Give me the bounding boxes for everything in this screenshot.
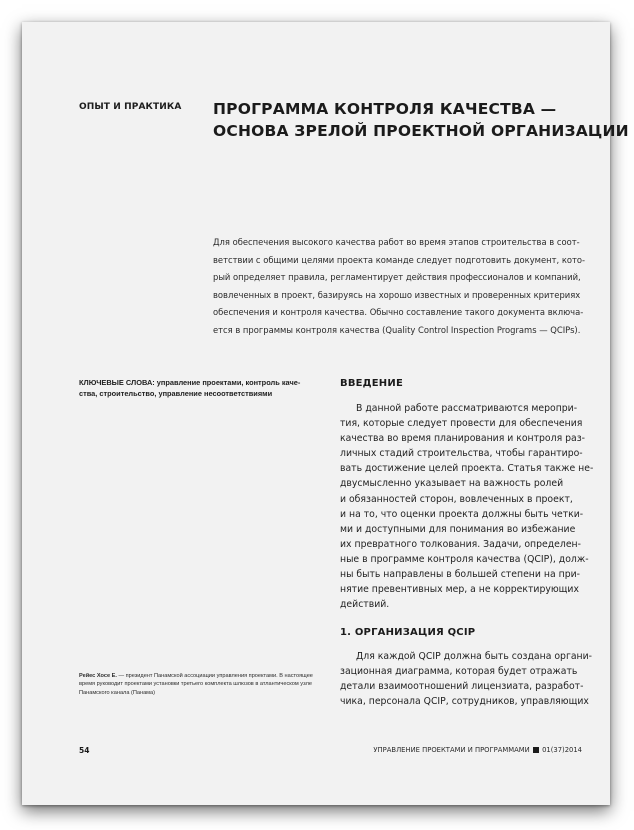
abstract-line: вовлеченных в проект, базируясь на хорошо известных и проверенных критериях <box>213 289 581 300</box>
author-name: Рейес Хосе Е. <box>79 673 117 679</box>
journal-footer <box>373 746 582 754</box>
intro-line: вать достижение целей проекта. Статья также не- <box>340 463 594 475</box>
title-line: ПРОГРАММА КОНТРОЛЯ КАЧЕСТВА — <box>213 100 557 118</box>
section-label: ОПЫТ И ПРАКТИКА <box>79 102 182 112</box>
square-bullet-icon <box>533 747 539 753</box>
intro-line: их превратного толкования. Задачи, определен- <box>340 538 581 550</box>
section1-line: детали взаимоотношений лицензиата, разработ- <box>340 681 584 693</box>
section1-text <box>340 649 600 709</box>
intro-line: качества во время планирования и контроля раз- <box>340 433 586 445</box>
intro-line: ми и доступными для понимания во избежание <box>340 523 576 535</box>
section1-line: чика, персонала QCIP, сотрудников, управляющих <box>340 696 589 708</box>
journal-page <box>22 22 629 805</box>
abstract-line: ветствии с общими целями проекта команде следует подготовить документ, кото- <box>213 254 586 265</box>
keywords-line: ства, строительство, управление несоответствиями <box>79 389 273 398</box>
intro-line: ные в программе контроля качества (QCIP), долж- <box>340 553 589 565</box>
intro-line: действий. <box>340 599 390 611</box>
intro-line: нятие превентивных мер, а не корректирующих <box>340 584 579 596</box>
intro-text <box>340 401 600 612</box>
article-title <box>213 98 629 142</box>
intro-line: и обязанностей сторон, вовлеченных в проект, <box>340 493 573 505</box>
page-number: 54 <box>79 746 90 755</box>
intro-line: ны быть направлены в большей степени на при- <box>340 569 580 581</box>
journal-name: УПРАВЛЕНИЕ ПРОЕКТАМИ И ПРОГРАММАМИ <box>373 746 530 754</box>
abstract-line: обеспечения и контроля качества. Обычно составление такого документа включа- <box>213 307 584 318</box>
intro-line: и на то, что оценки проекта должны быть четки- <box>340 508 584 520</box>
intro-line: В данной работе рассматриваются меропри- <box>356 403 578 414</box>
abstract-line: рый определяет правила, регламентирует действия профессионалов и компаний, <box>213 272 581 283</box>
intro-line: двусмысленно указывает на важность ролей <box>340 478 564 490</box>
abstract-line: Для обеспечения высокого качества работ во время этапов строительства в соот- <box>213 237 580 247</box>
author-line: время руководит проектами установки третьего комплекта шлюзов в атлантическом узле <box>79 681 312 688</box>
intro-line: личных стадий строительства, чтобы гарантиро- <box>340 448 583 460</box>
section1-line: Для каждой QCIP должна быть создана органи- <box>356 651 592 662</box>
author-line-rest: — президент Панамской ассоциации управления проектами. В настоящее <box>116 673 313 679</box>
section1-heading: 1. ОРГАНИЗАЦИЯ QCIP <box>340 627 476 638</box>
author-note <box>79 672 329 697</box>
abstract <box>213 234 589 340</box>
keywords <box>79 377 319 399</box>
intro-line: тия, которые следует провести для обеспечения <box>340 418 583 430</box>
author-line <box>79 672 329 680</box>
section1-line: зационная диаграмма, которая будет отражать <box>340 666 578 678</box>
keywords-line: КЛЮЧЕВЫЕ СЛОВА: управление проектами, контроль каче- <box>79 378 301 387</box>
abstract-line: ется в программы контроля качества (Quality Control Inspection Programs — QCIPs). <box>213 324 581 335</box>
author-line: Панамского канала (Панама) <box>79 689 156 696</box>
title-line: ОСНОВА ЗРЕЛОЙ ПРОЕКТНОЙ ОРГАНИЗАЦИИ <box>213 122 629 140</box>
journal-issue: 01(37)2014 <box>542 746 582 754</box>
intro-heading: ВВЕДЕНИЕ <box>340 378 403 389</box>
